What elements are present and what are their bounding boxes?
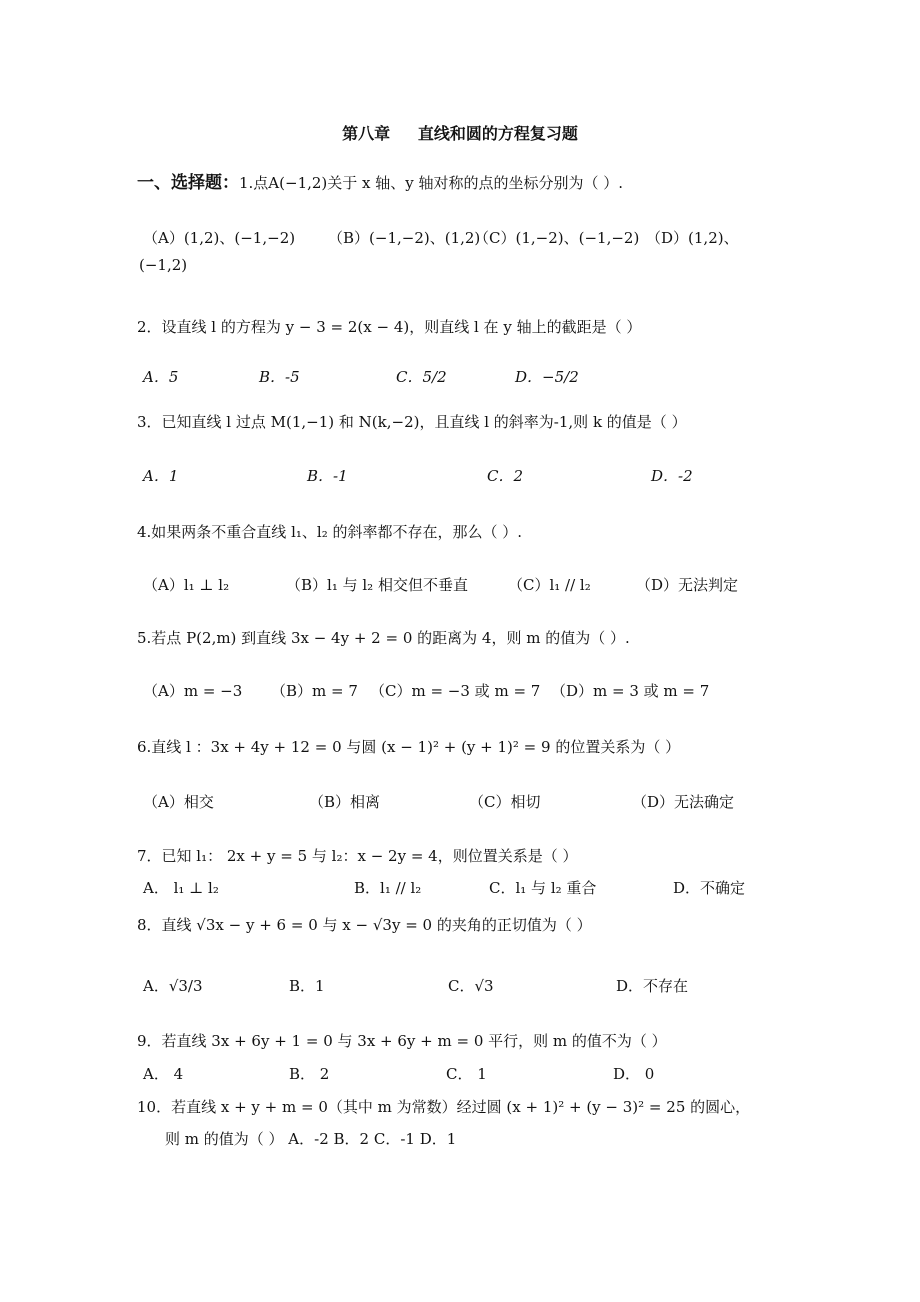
question-8-stem: 8．直线 √3x − y + 6 = 0 与 x − √3y = 0 的夹角的正切值为（ ） [137,916,592,934]
q9-option-c: C． 1 [446,1065,487,1083]
section-label: 一、选择题： [137,173,239,193]
q2-option-c: C．5/2 [396,368,447,386]
q7-option-c: C．l₁ 与 l₂ 重合 [489,879,597,897]
question-2-stem: 2．设直线 l 的方程为 y − 3 = 2(x − 4)，则直线 l 在 y 轴上的截距是（ ） [137,318,642,336]
q2-option-a: A．5 [143,368,179,386]
q8-option-b: B．1 [289,977,325,995]
q9-option-a: A． 4 [143,1065,184,1083]
q6-option-b: （B）相离 [309,793,381,811]
question-1-row [137,172,623,194]
q3-option-d: D．-2 [651,467,693,485]
q1-option-b: （B）(−1,−2)、(1,2) [328,229,481,247]
q8-option-d: D．不存在 [616,977,689,995]
q3-option-c: C．2 [487,467,524,485]
q5-option-d: （D）m = 3 或 m = 7 [551,682,710,700]
q7-option-b: B．l₁ // l₂ [354,879,422,897]
question-5-stem: 5.若点 P(2,m) 到直线 3x − 4y + 2 = 0 的距离为 4，则 m 的值为（ ）. [137,629,630,647]
q3-option-b: B．-1 [307,467,348,485]
q7-option-d: D．不确定 [673,879,746,897]
q5-option-c: （C）m = −3 或 m = 7 [370,682,541,700]
q1-option-c: （C）(1,−2)、(−1,−2) [474,229,640,247]
q1-option-a: （A）(1,2)、(−1,−2) [143,229,296,247]
q7-option-a: A． l₁ ⊥ l₂ [143,879,219,897]
q6-option-c: （C）相切 [469,793,541,811]
q2-option-b: B．-5 [259,368,300,386]
q4-option-b: （B）l₁ 与 l₂ 相交但不垂直 [286,576,468,594]
q9-option-d: D． 0 [613,1065,655,1083]
q4-option-c: （C）l₁ // l₂ [508,576,591,594]
q9-option-b: B． 2 [289,1065,330,1083]
q8-option-a: A．√3/3 [143,977,203,995]
q3-option-a: A．1 [143,467,179,485]
q1-option-d: （D）(1,2)、 [646,229,739,247]
question-4-stem: 4.如果两条不重合直线 l₁、l₂ 的斜率都不存在，那么（ ）. [137,523,523,541]
question-9-stem: 9．若直线 3x + 6y + 1 = 0 与 3x + 6y + m = 0 平行，则 m 的值不为（ ） [137,1032,667,1050]
q1-option-d-cont: (−1,2) [139,256,188,274]
question-3-stem: 3．已知直线 l 过点 M(1,−1) 和 N(k,−2)，且直线 l 的斜率为-1,则 k 的值是（ ） [137,413,687,431]
question-7-stem: 7．已知 l₁： 2x + y = 5 与 l₂：x − 2y = 4，则位置关系是（ ） [137,847,578,865]
q8-option-c: C．√3 [448,977,494,995]
question-10-stem-cont: 则 m 的值为（ ） A．-2 B．2 C．-1 D．1 [165,1130,457,1148]
q5-option-a: （A）m = −3 [143,682,243,700]
q6-option-a: （A）相交 [143,793,214,811]
question-10-stem: 10．若直线 x + y + m = 0（其中 m 为常数）经过圆 (x + 1)² + (y − 3)² = 25 的圆心， [137,1098,751,1116]
q2-option-d: D．−5/2 [515,368,579,386]
q5-option-b: （B）m = 7 [271,682,358,700]
q4-option-a: （A）l₁ ⊥ l₂ [143,576,230,594]
q6-option-d: （D）无法确定 [632,793,735,811]
question-1-stem: 1.点A(−1,2)关于 x 轴、y 轴对称的点的坐标分别为（ ）. [239,174,624,192]
question-6-stem: 6.直线 l ：3x + 4y + 12 = 0 与圆 (x − 1)² + (y + 1)² = 9 的位置关系为（ ） [137,738,681,756]
page-title: 第八章 直线和圆的方程复习题 [342,124,578,143]
q4-option-d: （D）无法判定 [636,576,739,594]
